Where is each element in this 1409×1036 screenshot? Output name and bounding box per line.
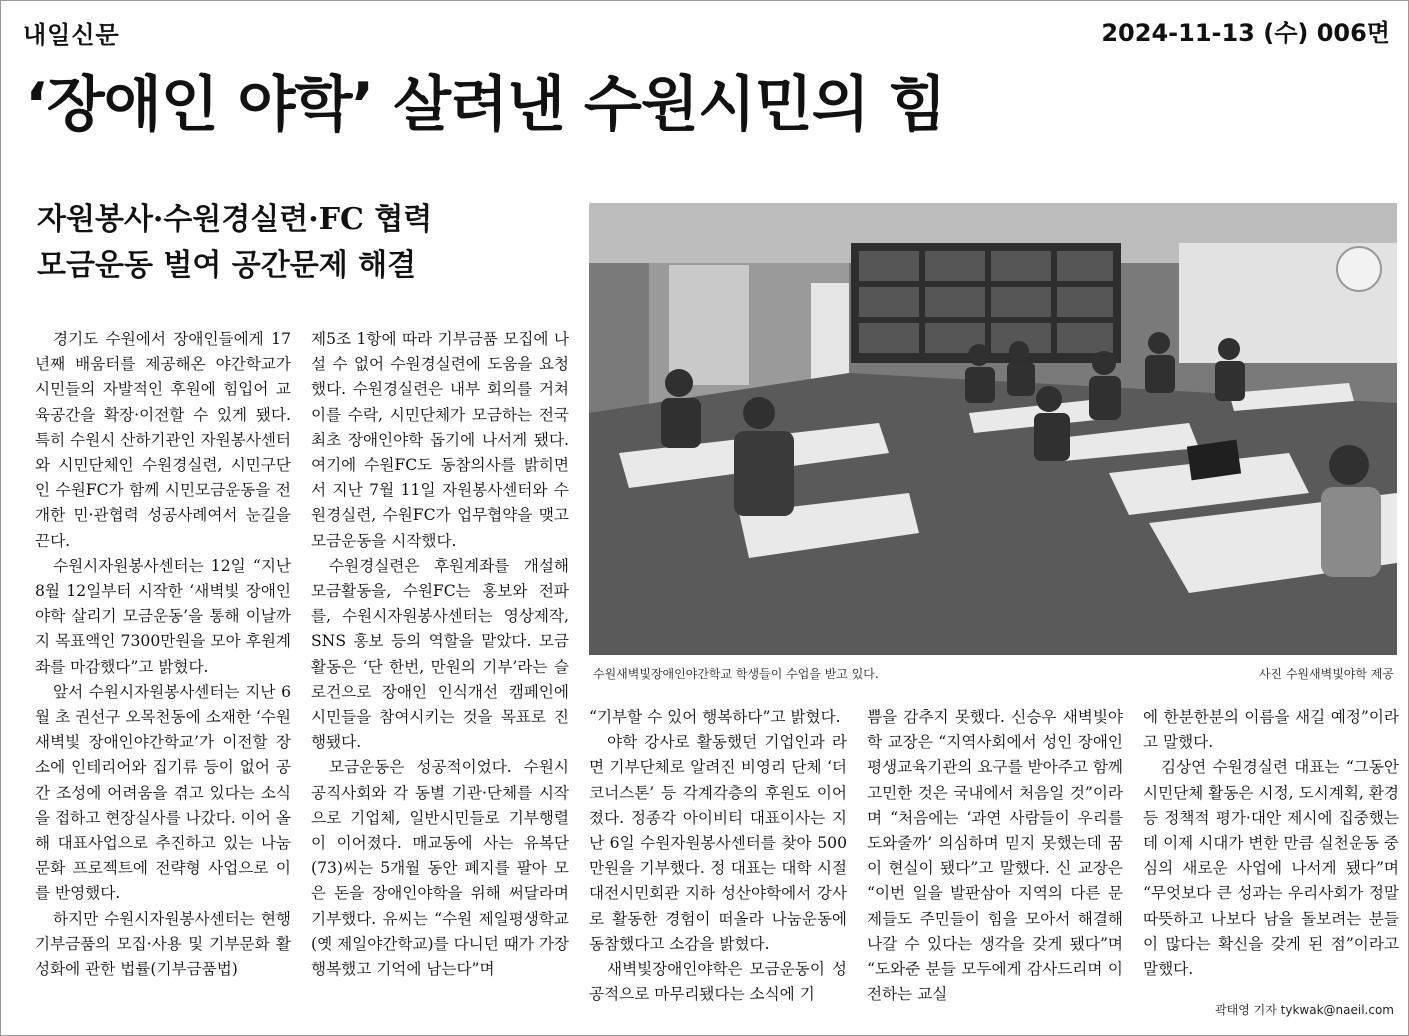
paragraph: “기부할 수 있어 행복하다”고 밝혔다. xyxy=(589,708,841,726)
article-column-4 xyxy=(867,705,1123,1007)
paragraph: 경기도 수원에서 장애인들에게 17년째 배움터를 제공해온 야간학교가 시민들의 자발적인 후원에 힘입어 교육공간을 확장·이전할 수 있게 됐다. 특히 수원시 산하기관인 자원봉사센터와 시민단체인 수원경실련, 시민구단인 수원FC가 함께 시민모금운동을 전개한 민·관협력 성공사례여서 눈길을 끈다. xyxy=(35,330,291,550)
article-column-2 xyxy=(311,327,569,982)
paragraph: 하지만 수원시자원봉사센터는 현행 기부금품의 모집·사용 및 기부문화 활성화에 관한 법률(기부금품법) xyxy=(35,909,291,979)
paragraph: 야학 강사로 활동했던 기업인과 라면 기부단체로 알려진 비영리 단체 ‘더 코너스톤’ 등 각계각층의 후원도 이어졌다. 정종각 아이비티 대표이사는 지난 6일 수원자원봉사센터를 찾아 500만원을 기부했다. 정 대표는 대학 시절 대전시민회관 지하 성산야학에서 강사로 활동한 경험이 떠올라 나눔운동에 동참했다고 소감을 밝혔다. xyxy=(589,733,847,953)
paragraph: 쁨을 감추지 못했다. 신승우 새벽빛야학 교장은 “지역사회에서 성인 장애인평생교육기관의 요구를 받아주고 함께 고민한 것은 국내에서 처음일 것”이라며 “처음에는 ‘과연 사람들이 우리를 도와줄까’ 의심하며 믿지 못했는데 꿈이 현실이 됐다”고 말했다. 신 교장은 “이번 일을 발판삼아 지역의 다른 문제들도 주민들이 힘을 모아서 해결해나갈 수 있다는 생각을 갖게 됐다”며 “도와준 분들 모두에게 감사드리며 이전하는 교실 xyxy=(867,708,1123,1004)
subhead-line-1: 자원봉사·수원경실련·FC 협력 xyxy=(37,202,433,237)
photo-credit: 사진 수원새벽빛야학 제공 xyxy=(1258,667,1394,681)
subhead xyxy=(37,197,432,289)
article-column-3 xyxy=(589,705,847,1007)
outlet-name: 내일신문 xyxy=(23,21,120,49)
paragraph: 수원경실련은 후원계좌를 개설해 모금활동을, 수원FC는 홍보와 전파를, 수원시자원봉사센터는 영상제작, SNS 홍보 등의 역할을 맡았다. 모금활동은 ‘단 한번, 만원의 기부’라는 슬로건으로 장애인 인식개선 캠페인에 시민들을 참여시키는 것을 목표로 진행됐다. xyxy=(311,556,569,752)
article-column-5 xyxy=(1143,705,1399,982)
dateline: 2024-11-13 (수) 006면 xyxy=(1101,19,1390,47)
paragraph: 앞서 수원시자원봉사센터는 지난 6월 초 권선구 오목천동에 소재한 ‘수원새벽빛 장애인야간학교’가 이전할 장소에 인테리어와 집기류 등이 없어 공간 조성에 어려움을 겪고 있다는 소식을 접하고 현장실사를 나갔다. 이어 올해 대표사업으로 추진하고 있는 나눔문화 프로젝트에 전략형 사업으로 이를 반영했다. xyxy=(35,682,291,903)
classroom-photo xyxy=(589,203,1397,655)
paragraph: 에 한분한분의 이름을 새길 예정”이라고 말했다. xyxy=(1143,708,1399,752)
photo-caption: 수원새벽빛장애인야간학교 학생들이 수업을 받고 있다. xyxy=(593,667,879,681)
paragraph: 제5조 1항에 따라 기부금품 모집에 나설 수 없어 수원경실련에 도움을 요청했다. 수원경실련은 내부 회의를 거쳐 이를 수락, 시민단체가 모금하는 전국 최초 장애인야학 돕기에 나서게 됐다. 여기에 수원FC도 동참의사를 밝히면서 지난 7월 11일 자원봉사센터와 수원경실련, 수원FC가 업무협약을 맺고 모금운동을 시작했다. xyxy=(311,330,569,550)
paragraph: 새벽빛장애인야학은 모금운동이 성공적으로 마무리됐다는 소식에 기 xyxy=(589,960,847,1004)
paragraph: 수원시자원봉사센터는 12일 “지난 8월 12일부터 시작한 ‘새벽빛 장애인야학 살리기 모금운동’을 통해 이날까지 목표액인 7300만원을 모아 후원계좌를 마감했다”고 밝혔다. xyxy=(35,556,291,676)
classroom-photo-illustration xyxy=(589,203,1397,655)
article-column-1 xyxy=(35,327,291,982)
paragraph: 김상연 수원경실련 대표는 “그동안 시민단체 활동은 시정, 도시계획, 환경 등 정책적 평가·대안 제시에 집중했는데 이제 시대가 변한 만큼 실천운동 중심의 새로운 사업에 나서게 됐다”며 “무엇보다 큰 성과는 우리사회가 정말 따뜻하고 나보다 남을 돌보려는 분들이 많다는 확신을 갖게 된 점”이라고 말했다. xyxy=(1143,758,1399,979)
byline: 곽태영 기자 tykwak@naeil.com xyxy=(1215,1003,1394,1017)
subhead-line-2: 모금운동 벌여 공간문제 해결 xyxy=(37,248,417,283)
paragraph: 모금운동은 성공적이었다. 수원시 공직사회와 각 동별 기관·단체를 시작으로 기업체, 일반시민들로 기부행렬이 이어졌다. 매교동에 사는 유복단(73)씨는 5개월 동안 폐지를 팔아 모은 돈을 장애인야학을 위해 써달라며 기부했다. 유씨는 “수원 제일평생학교(옛 제일야간학교)를 다니던 때가 가장 행복했고 기억에 남는다”며 xyxy=(311,758,569,979)
headline: ‘장애인 야학’ 살려낸 수원시민의 힘 xyxy=(25,70,946,140)
